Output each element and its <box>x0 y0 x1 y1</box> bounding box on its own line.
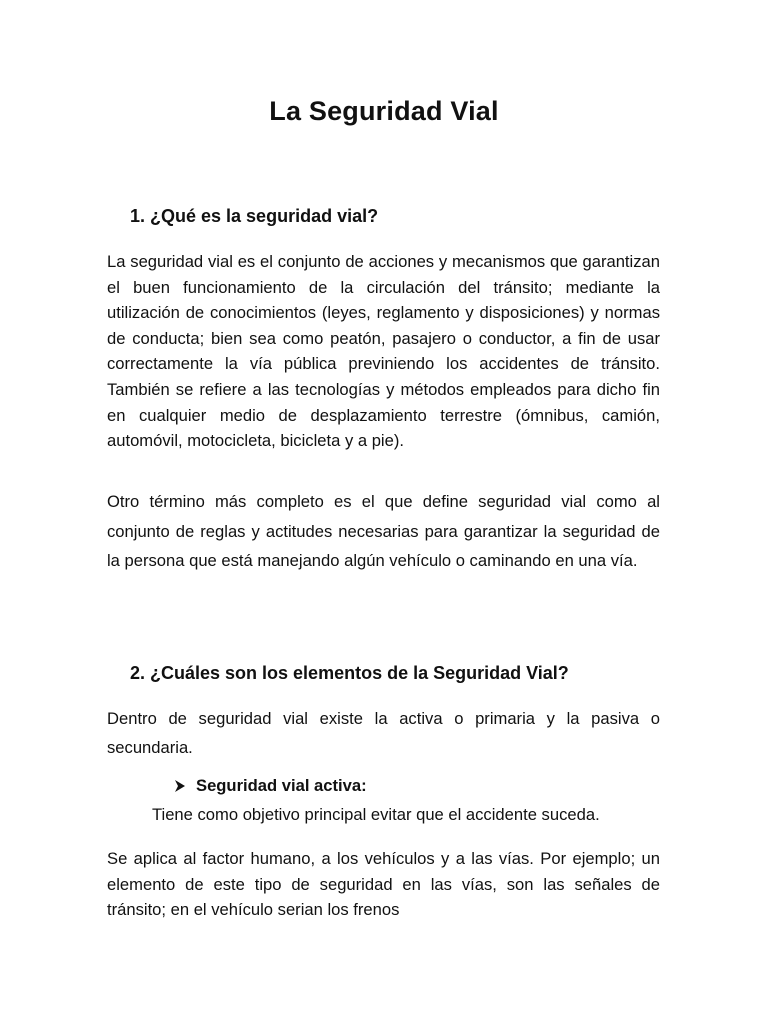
section-1-paragraph-2: Otro término más completo es el que define seguridad vial como al conjunto de reglas y actitudes necesarias para garantizar la seguridad de la persona que está manejando algún vehículo o caminando en una vía. <box>107 492 660 570</box>
document-title: La Seguridad Vial <box>269 96 499 126</box>
bullet-item-seguridad-activa <box>173 776 367 796</box>
section-2-heading: 2. ¿Cuáles son los elementos de la Seguridad Vial? <box>130 663 569 683</box>
section-1-paragraph-1: La seguridad vial es el conjunto de acciones y mecanismos que garantizan el buen funcionamiento de la circulación del tránsito; mediante la utilización de conocimientos (leyes, reglamento y disposiciones) y normas de conducta; bien sea como peatón, pasajero o conductor, a fin de usar correctamente la vía pública previniendo los accidentes de tránsito. También se refiere a las tecnologías y métodos empleados para dicho fin en cualquier medio de desplazamiento terrestre (ómnibus, camión, automóvil, motocicleta, bicicleta y a pie). <box>107 252 660 451</box>
section-1-heading: 1. ¿Qué es la seguridad vial? <box>130 206 379 226</box>
bullet-description: Tiene como objetivo principal evitar que el accidente suceda. <box>152 805 600 824</box>
bullet-label: Seguridad vial activa: <box>196 776 367 795</box>
section-2-paragraph-2: Se aplica al factor humano, a los vehículos y a las vías. Por ejemplo; un elemento de este tipo de seguridad en las vías, son las señales de tránsito; en el vehículo serian los frenos <box>107 849 660 920</box>
arrow-right-icon <box>173 779 187 793</box>
section-2-paragraph-1: Dentro de seguridad vial existe la activa o primaria y la pasiva o secundaria. <box>107 709 660 757</box>
